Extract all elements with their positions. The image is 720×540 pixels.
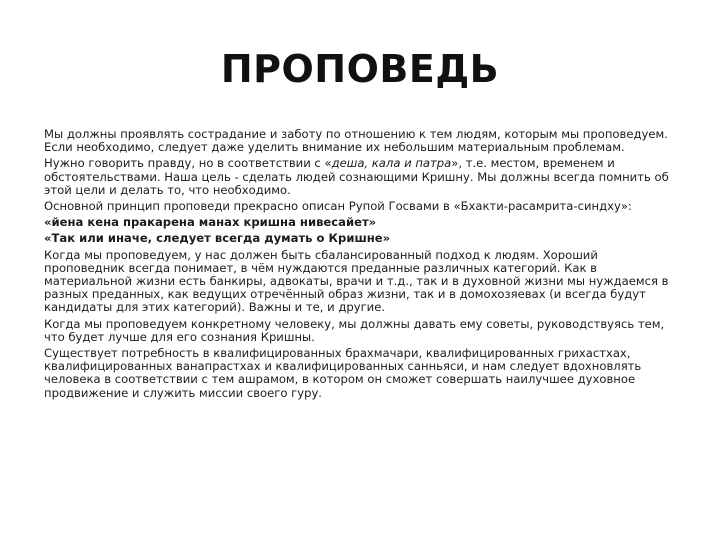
paragraph-truth-start: Нужно говорить правду, но в соответствии с « [44,156,332,171]
paragraph-truth-end: », т.е. местом, временем и обстоятельствами. Наша цель - сделать людей сознающими Кришну. Мы должны всегда помнить об этой цели и делать то, что необходимо. [44,156,669,197]
paragraph-sanskrit-quote: «йена кена пракарена манах кришна нивесайет» [44,215,377,230]
slide-body [44,128,680,403]
paragraph-translation-quote: «Так или иначе, следует всегда думать о Кришне» [44,231,391,246]
paragraph-principle: Основной принцип проповеди прекрасно описан Рупой Госвами в «Бхакти-расамрита-синдху»: [44,199,632,214]
slide-title: ПРОПОВЕДЬ [220,47,500,91]
paragraph-truth-italic: деша, кала и патра [331,156,452,171]
paragraph-advice: Когда мы проповедуем конкретному человеку, мы должны давать ему советы, руководствуясь тем, что будет лучше для его сознания Кришны. [44,316,665,344]
paragraph-balanced-approach: Когда мы проповедуем, у нас должен быть сбалансированный подход к людям. Хороший проповедник всегда понимает, в чём нуждаются преданные различных категорий. Как в материальной жизни есть банкиры, адвокаты, врачи и т.д., так и в духовной жизни мы нуждаемся в разных преданных, как ведущих отречённый образ жизни, так и в домохозяевах (и всегда будут кандидаты для этих категорий). Важны и те, и другие. [44,247,669,315]
paragraph-compassion: Мы должны проявлять сострадание и заботу по отношению к тем людям, которым мы проповедуем. Если необходимо, следует даже уделить внимание их небольшим материальным проблемам. [44,127,668,155]
paragraph-ashrams: Существует потребность в квалифицированных брахмачари, квалифицированных грихастхах, квалифицированных ванапрастхах и квалифицированных санньяси, и нам следует вдохновлять человека в соответствии с тем ашрамом, в котором он сможет совершать наилучшее духовное продвижение и служить миссии своего гуру. [44,346,642,400]
paragraph-truth [44,157,680,197]
